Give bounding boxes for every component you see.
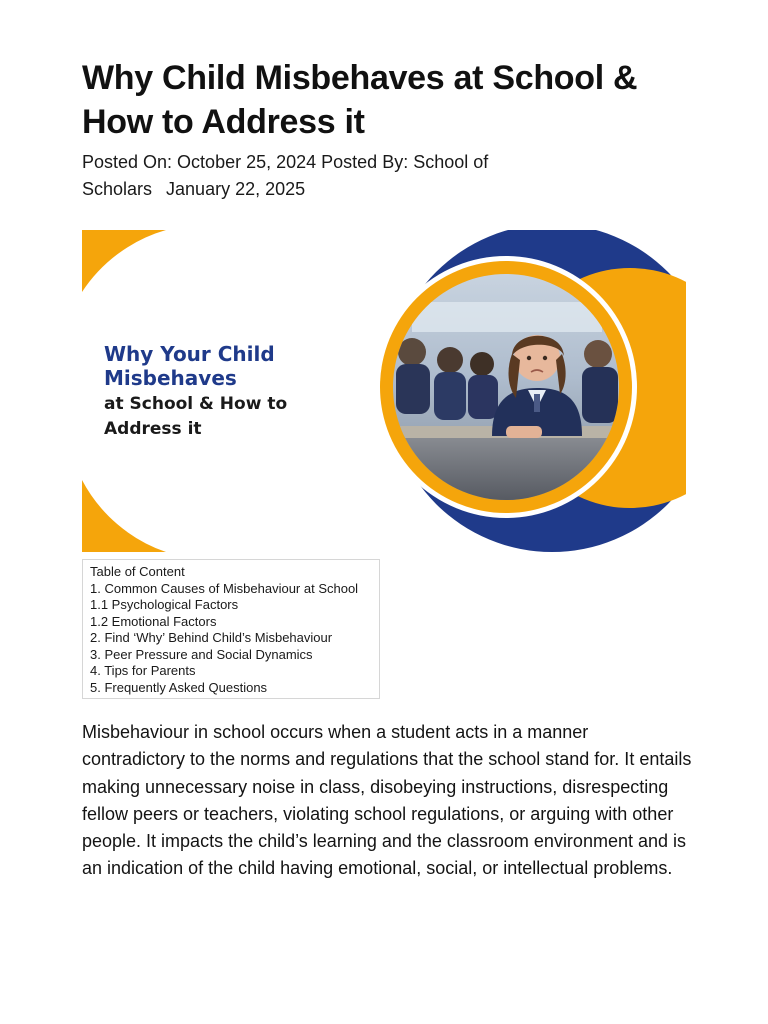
toc-title: Table of Content [90,564,185,579]
toc-item[interactable]: 1.2 Emotional Factors [90,613,217,629]
hero-heading-line4: Address it [104,419,202,439]
toc-item[interactable]: 1. Common Causes of Misbehaviour at School [90,580,359,596]
toc-item[interactable]: 5. Frequently Asked Questions [90,679,268,695]
toc-item[interactable]: 4. Tips for Parents [90,663,196,678]
article-title: Why Child Misbehaves at School & How to Address it [82,59,638,141]
article-meta [82,149,552,203]
hero-heading-line3: at School & How to [104,394,288,414]
hero-heading-line1: Why Your Child [104,342,275,366]
table-of-contents [82,559,380,699]
hero-heading [104,342,287,442]
hero-banner [82,230,686,552]
posted-info: Posted On: October 25, 2024 Posted By: School of Scholars [82,152,489,199]
updated-date: January 22, 2025 [166,179,306,199]
toc-item[interactable]: 3. Peer Pressure and Social Dynamics [90,646,313,662]
intro-paragraph: Misbehaviour in school occurs when a student acts in a manner contradictory to the norms and regulations that the school stand for. It entails making unnecessary noise in class, disobeying instructions, disrespecting fellow peers or teachers, violating school regulations, or arguing with other people. It impacts the child’s learning and the classroom environment and is an indication of the child having emotional, social, or intellectual problems. [82,722,692,879]
bottom-left-arc [82,480,166,552]
hero-heading-line2: Misbehaves [104,366,237,390]
toc-item[interactable]: 1.1 Psychological Factors [90,597,239,612]
top-left-arc [82,230,166,292]
toc-item[interactable]: 2. Find ‘Why’ Behind Child’s Misbehaviour [90,630,333,645]
